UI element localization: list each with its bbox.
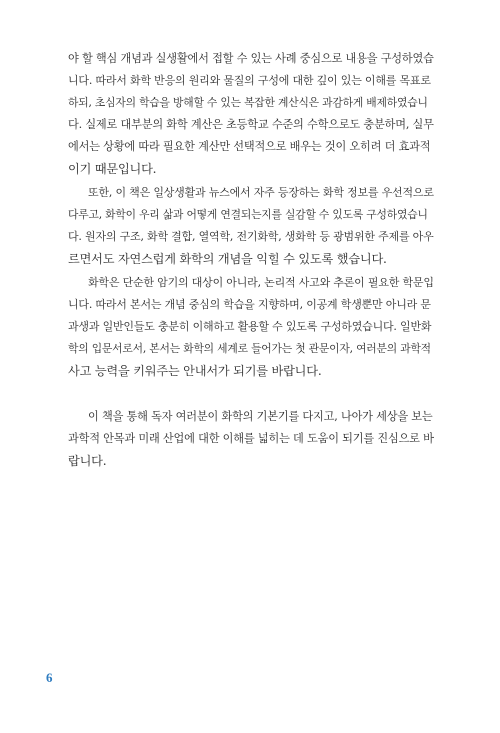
text-line: 하되, 초심자의 학습을 방해할 수 있는 복잡한 계산식은 과감하게 배제하였습니	[68, 96, 428, 109]
text-line: 다. 원자의 구조, 화학 결합, 열역학, 전기화학, 생화학 등 광범위한 주제를 아우	[68, 230, 434, 243]
text-line: 니다. 따라서 화학 반응의 원리와 물질의 구성에 대한 깊이 있는 이해를 목표로	[68, 74, 431, 87]
text-line: 화학은 단순한 암기의 대상이 아니라, 논리적 사고와 추론이 필요한 학문입	[88, 276, 434, 289]
text-line: 야 할 핵심 개념과 실생활에서 접할 수 있는 사례 중심으로 내용을 구성하였습	[68, 52, 434, 65]
text-line: 과생과 일반인들도 충분히 이해하고 활용할 수 있도록 구성하였습니다. 일반화	[68, 320, 432, 333]
text-line: 이 책을 통해 독자 여러분이 화학의 기본기를 다지고, 나아가 세상을 보는	[88, 410, 433, 423]
text-line: 다루고, 화학이 우리 삶과 어떻게 연결되는지를 실감할 수 있도록 구성하였습니	[68, 208, 428, 221]
text-line: 과학적 안목과 미래 산업에 대한 이해를 넓히는 데 도움이 되기를 진심으로 바	[68, 432, 434, 445]
text-line: 이기 때문입니다.	[68, 162, 157, 176]
text-line: 사고 능력을 키워주는 안내서가 되기를 바랍니다.	[68, 364, 322, 378]
page-number: 6	[46, 670, 53, 685]
text-line: 랍니다.	[68, 454, 107, 468]
text-line: 에서는 상황에 따라 필요한 계산만 선택적으로 배우는 것이 오히려 더 효과적	[68, 140, 431, 153]
text-line: 니다. 따라서 본서는 개념 중심의 학습을 지향하며, 이공계 학생뿐만 아니라 문	[68, 298, 431, 311]
text-line: 다. 실제로 대부분의 화학 계산은 초등학교 수준의 수학으로도 충분하며, 실무	[68, 118, 434, 131]
text-line: 또한, 이 책은 일상생활과 뉴스에서 자주 등장하는 화학 정보를 우선적으로	[88, 186, 434, 199]
text-line: 르면서도 자연스럽게 화학의 개념을 익힐 수 있도록 했습니다.	[68, 252, 387, 266]
text-line: 학의 입문서로서, 본서는 화학의 세계로 들어가는 첫 관문이자, 여러분의 과학적	[68, 342, 431, 355]
